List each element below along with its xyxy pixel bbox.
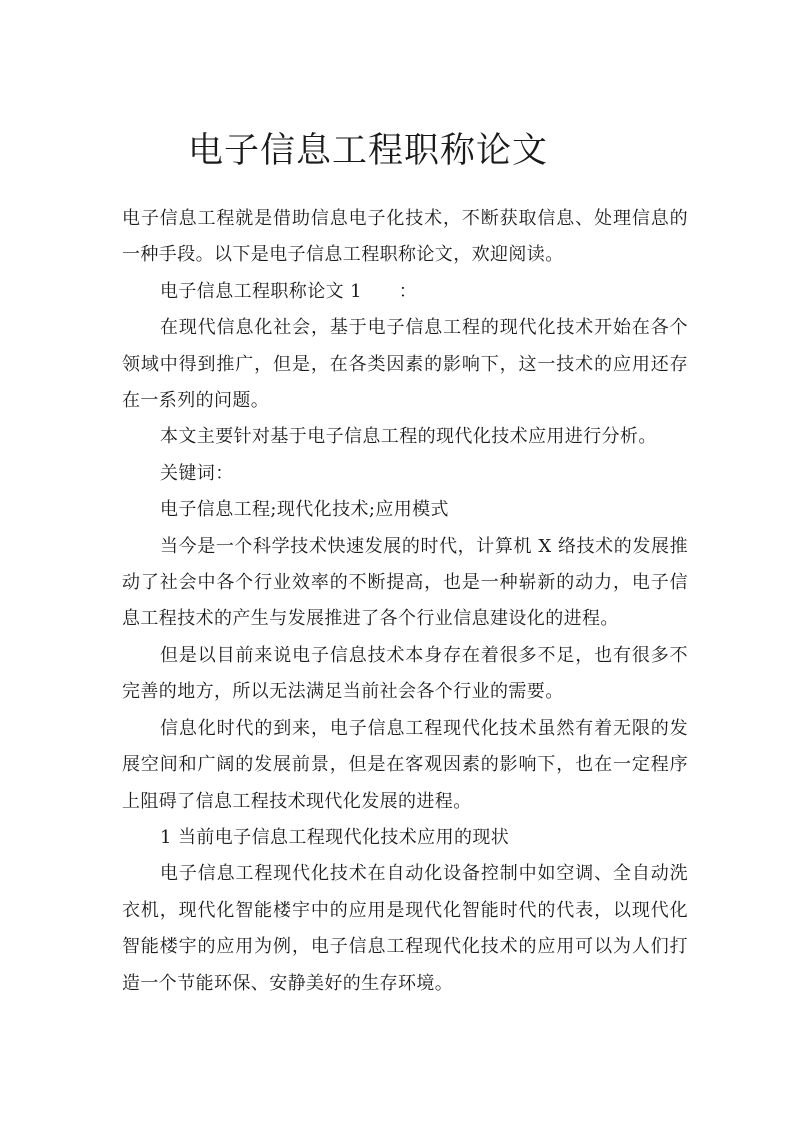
document-body [122, 201, 688, 1002]
body-paragraph: 当今是一个科学技术快速发展的时代，计算机 X 络技术的发展推动了社会中各个行业效率的不断提高，也是一种崭新的动力，电子信息工程技术的产生与发展推进了各个行业信息建设化的进程。 [122, 535, 688, 630]
body-paragraph: 但是以目前来说电子信息技术本身存在着很多不足，也有很多不完善的地方，所以无法满足当前社会各个行业的需要。 [122, 644, 688, 703]
keywords-list: 电子信息工程;现代化技术;应用模式 [160, 499, 449, 521]
document-title: 电子信息工程职称论文 [188, 131, 549, 171]
paper-heading: 电子信息工程职称论文 1 ： [160, 280, 418, 302]
section-heading: 1 当前电子信息工程现代化技术应用的现状 [160, 826, 510, 848]
abstract-paragraph: 在现代信息化社会，基于电子信息工程的现代化技术开始在各个领域中得到推广，但是，在各类因素的影响下，这一技术的应用还存在一系列的问题。 [122, 317, 688, 412]
keywords-label: 关键词： [160, 462, 234, 484]
body-paragraph: 电子信息工程现代化技术在自动化设备控制中如空调、全自动洗衣机，现代化智能楼宇中的应用是现代化智能时代的代表，以现代化智能楼宇的应用为例，电子信息工程现代化技术的应用可以为人们打造一个节能环保、安静美好的生存环境。 [122, 863, 688, 994]
body-paragraph: 信息化时代的到来，电子信息工程现代化技术虽然有着无限的发展空间和广阔的发展前景，但是在客观因素的影响下，也在一定程序上阻碍了信息工程技术现代化发展的进程。 [122, 717, 688, 812]
abstract-paragraph: 本文主要针对基于电子信息工程的现代化技术应用进行分析。 [160, 426, 657, 448]
intro-paragraph: 电子信息工程就是借助信息电子化技术，不断获取信息、处理信息的一种手段。以下是电子信息工程职称论文，欢迎阅读。 [122, 208, 688, 266]
